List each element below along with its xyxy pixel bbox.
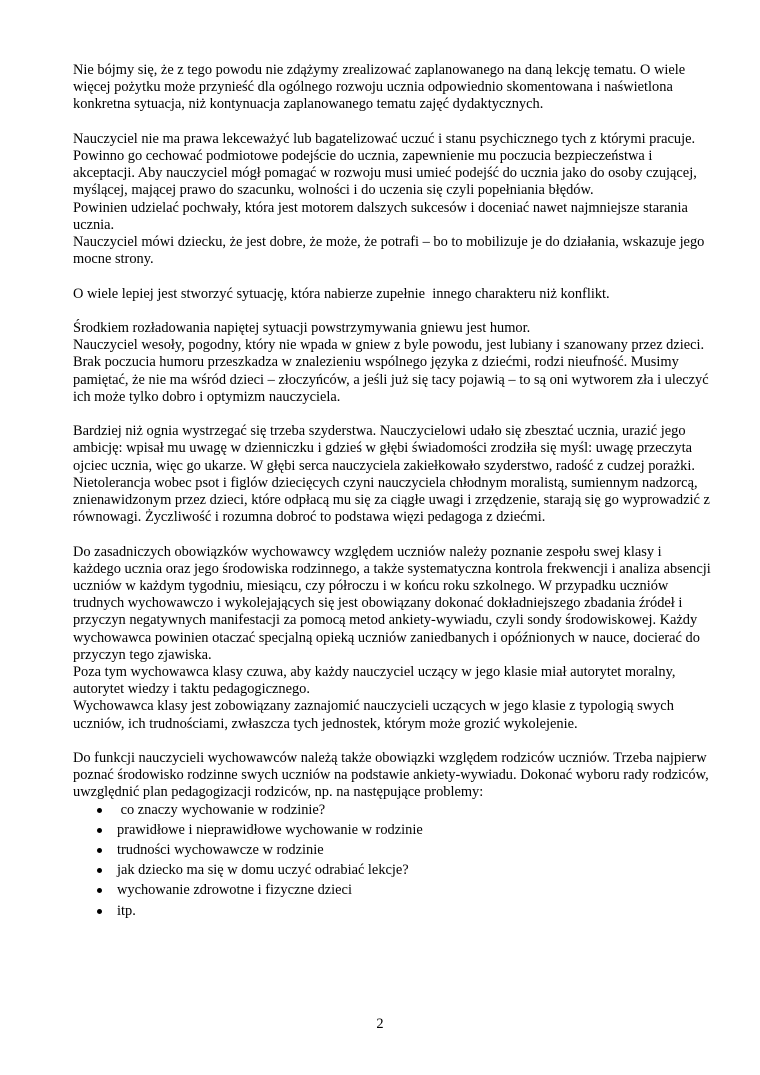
list-item-text: prawidłowe i nieprawidłowe wychowanie w rodzinie — [117, 821, 423, 838]
text-block-7 — [73, 750, 713, 920]
text-block-2 — [73, 131, 713, 269]
page-content — [73, 62, 713, 923]
paragraph: Środkiem rozładowania napiętej sytuacji powstrzymywania gniewu jest humor. — [73, 320, 531, 336]
list-item — [73, 802, 713, 819]
paragraph: Nauczyciel mówi dziecku, że jest dobre, że może, że potrafi – bo to mobilizuje je do działania, wskazuje jego mocne strony. — [73, 234, 705, 268]
paragraph: Nauczyciel wesoły, pogodny, który nie wpada w gniew z byle powodu, jest lubiany i szanowany przez dzieci. Brak poczucia humoru przeszkadza w znalezieniu wspólnego języka z dziećmi, rodzi nieufność. Musimy pamiętać, że nie ma wśród dzieci – złoczyńców, a jeśli już się tacy pojawią – to są oni wytworem zła i uleczyć ich może tylko dobro i optymizm nauczyciela. — [73, 337, 709, 405]
paragraph: Poza tym wychowawca klasy czuwa, aby każdy nauczyciel uczący w jego klasie miał autorytet moralny, autorytet wiedzy i taktu pedagogicznego. — [73, 664, 676, 698]
list-item-text: trudności wychowawcze w rodzinie — [117, 842, 324, 859]
paragraph: Nauczyciel nie ma prawa lekceważyć lub bagatelizować uczuć i stanu psychicznego tych z którymi pracuje. Powinno go cechować podmiotowe podejście do ucznia, zapewnienie mu poczucia bezpieczeństwa i akceptacji. Aby nauczyciel mógł pomagać w rozwoju musi umieć podejść do ucznia jako do osoby czującej, myślącej, mającej prawo do szacunku, wolności i do uczenia się czyli popełniania błędów. — [73, 130, 697, 199]
bullet-icon — [97, 888, 102, 893]
paragraph: Wychowawca klasy jest zobowiązany zaznajomić nauczycieli uczących w jego klasie z typologią swych uczniów, ich trudnościami, zwłaszcza tych jednostek, którym może grozić wykolejenie. — [73, 698, 674, 732]
list-item — [73, 842, 713, 859]
list-item — [73, 822, 713, 839]
bullet-icon — [97, 808, 102, 813]
bullet-icon — [97, 868, 102, 873]
page-number: 2 — [376, 1016, 384, 1032]
list-item-text: co znaczy wychowanie w rodzinie? — [117, 801, 326, 818]
text-block-5 — [73, 423, 713, 526]
paragraph: Nietolerancja wobec psot i figlów dziecięcych czyni nauczyciela chłodnym moralistą, sumiennym nadzorcą, znienawidzonym przez dzieci, które odpłacą mu się za ciągłe uwagi i zrzędzenie, starają się go wyprowadzić z równowagi. Życzliwość i rozumna dobroć to podstawa więzi pedagoga z dziećmi. — [73, 474, 710, 526]
bullet-icon — [97, 828, 102, 833]
bullet-icon — [97, 848, 102, 853]
paragraph: Nie bójmy się, że z tego powodu nie zdążymy zrealizować zaplanowanego na daną lekcję tematu. O wiele więcej pożytku może przynieść dla ogólnego rozwoju ucznia odpowiednio skomentowana i naświetlona konkretna sytuacja, niż kontynuacja zaplanowanego tematu zajęć dydaktycznych. — [73, 62, 686, 113]
list-item-text: itp. — [117, 902, 136, 919]
bullet-list — [73, 802, 713, 920]
paragraph: O wiele lepiej jest stworzyć sytuację, która nabierze zupełnie innego charakteru niż konflikt. — [73, 285, 610, 302]
text-block-6 — [73, 544, 713, 733]
paragraph: Powinien udzielać pochwały, która jest motorem dalszych sukcesów i doceniać nawet najmniejsze starania ucznia. — [73, 199, 688, 233]
paragraph: Do zasadniczych obowiązków wychowawcy względem uczniów należy poznanie zespołu swej klasy i każdego ucznia oraz jego środowiska rodzinnego, a także systematyczna kontrola frekwencji i analiza absencji uczniów w każdym tygodniu, miesiącu, czy półroczu i w końcu roku szkolnego. W przypadku uczniów trudnych wychowawczo i wykolejających się jest obowiązany dokonać dokładniejszego zbadania źródeł i przyczyn negatywnych manifestacji za pomocą metod ankiety-wywiadu, czyli sondy środowiskowej. Każdy wychowawca powinien otaczać specjalną opieką uczniów zaniedbanych i opóźnionych w nauce, docierać do przyczyn tego zjawiska. — [73, 543, 711, 663]
bullet-icon — [97, 909, 102, 914]
list-item — [73, 882, 713, 899]
text-block-1 — [73, 62, 713, 114]
paragraph: Do funkcji nauczycieli wychowawców należą także obowiązki względem rodziców uczniów. Trzeba najpierw poznać środowisko rodzinne swych uczniów na podstawie ankiety-wywiadu. Dokonać wyboru rady rodziców, uwzględnić plan pedagogizacji rodziców, np. na następujące problemy: — [73, 750, 709, 801]
list-item-text: jak dziecko ma się w domu uczyć odrabiać lekcje? — [117, 862, 409, 879]
list-item-text: wychowanie zdrowotne i fizyczne dzieci — [117, 882, 352, 899]
paragraph: Bardziej niż ognia wystrzegać się trzeba szyderstwa. Nauczycielowi udało się zbesztać ucznia, urazić jego ambicję: wpisał mu uwagę w dzienniczku i gdzieś w głębi świadomości zrodziła się myśl: uwagę przeczyta ojciec ucznia, więc go ukarze. W głębi serca nauczyciela zakiełkowało szyderstwo, radość z cudzej porażki. — [73, 423, 695, 474]
text-block-3 — [73, 286, 713, 303]
list-item — [73, 903, 713, 920]
list-item — [73, 862, 713, 879]
text-block-4 — [73, 320, 713, 406]
